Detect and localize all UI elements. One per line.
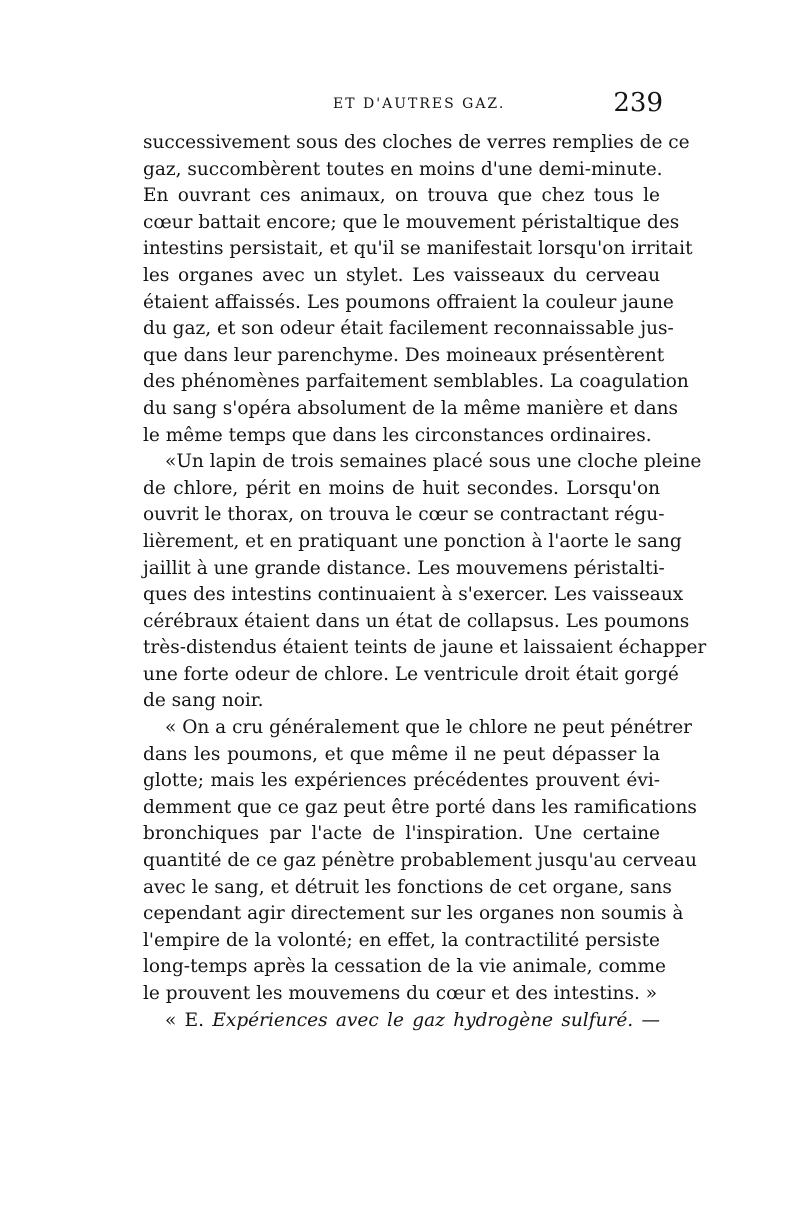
text-line: une forte odeur de chlore. Le ventricule droit était gorgé bbox=[143, 663, 679, 685]
text-line: glotte; mais les expériences précédentes prouvent évi- bbox=[143, 770, 660, 792]
text-line: demment que ce gaz peut être porté dans les ramifications bbox=[143, 796, 697, 818]
text-line: du sang s'opéra absolument de la même manière et dans bbox=[143, 397, 679, 419]
text-line: cependant agir directement sur les organes non soumis à bbox=[143, 903, 684, 925]
text-line: «Un lapin de trois semaines placé sous une cloche pleine bbox=[165, 451, 702, 473]
text-line: les organes avec un stylet. Les vaisseaux du cerveau bbox=[143, 264, 660, 286]
text-line: que dans leur parenchyme. Des moineaux présentèrent bbox=[143, 344, 665, 366]
text-line: lièrement, et en pratiquant une ponction à l'aorte le sang bbox=[143, 530, 682, 552]
text-line: le prouvent les mouvemens du cœur et des intestins. » bbox=[143, 983, 658, 1004]
body-text bbox=[143, 130, 707, 1034]
page-number: 239 bbox=[613, 88, 663, 118]
text-line: du gaz, et son odeur était facilement reconnaissable jus- bbox=[143, 318, 674, 340]
running-head: ET D'AUTRES GAZ. bbox=[333, 96, 506, 112]
text-line: jaillit à une grande distance. Les mouvemens péristalti- bbox=[143, 557, 665, 579]
text-line: « On a cru généralement que le chlore ne peut pénétrer bbox=[165, 717, 693, 739]
final-line-prefix: « E. bbox=[165, 1009, 213, 1031]
text-line: avec le sang, et détruit les fonctions de cet organe, sans bbox=[143, 876, 672, 898]
page-header bbox=[143, 88, 663, 124]
text-line: ques des intestins continuaient à s'exercer. Les vaisseaux bbox=[143, 584, 684, 606]
text-line: intestins persistait, et qu'il se manifestait lorsqu'on irritait bbox=[143, 238, 693, 260]
text-line: très-distendus étaient teints de jaune et laissaient échapper bbox=[143, 637, 707, 659]
text-line: long-temps après la cessation de la vie animale, comme bbox=[143, 956, 666, 978]
text-line: cœur battait encore; que le mouvement péristaltique des bbox=[143, 211, 680, 233]
final-line-suffix: — bbox=[633, 1009, 661, 1031]
text-line: bronchiques par l'acte de l'inspiration. Une certaine bbox=[143, 823, 660, 845]
text-line: l'empire de la volonté; en effet, la contractilité persiste bbox=[143, 929, 660, 951]
text-line: cérébraux étaient dans un état de collapsus. Les poumons bbox=[143, 610, 690, 632]
text-line: de sang noir. bbox=[143, 690, 264, 712]
text-line: étaient affaissés. Les poumons offraient la couleur jaune bbox=[143, 291, 674, 313]
text-line: des phénomènes parfaitement semblables. La coagulation bbox=[143, 371, 689, 393]
final-line-italic: Expériences avec le gaz hydrogène sulfuré. bbox=[212, 1009, 634, 1031]
final-line bbox=[143, 1008, 660, 1035]
text-line: gaz, succombèrent toutes en moins d'une demi-minute. bbox=[143, 158, 663, 180]
text-line: de chlore, périt en moins de huit secondes. Lorsqu'on bbox=[143, 477, 660, 499]
text-line: En ouvrant ces animaux, on trouva que chez tous le bbox=[143, 185, 660, 207]
text-line: le même temps que dans les circonstances ordinaires. bbox=[143, 424, 652, 446]
text-line: quantité de ce gaz pénètre probablement jusqu'au cerveau bbox=[143, 850, 697, 872]
text-line: successivement sous des cloches de verres remplies de ce bbox=[143, 132, 690, 153]
text-line: ouvrit le thorax, on trouva le cœur se contractant régu- bbox=[143, 504, 665, 526]
text-line: dans les poumons, et que même il ne peut dépasser la bbox=[143, 743, 660, 765]
